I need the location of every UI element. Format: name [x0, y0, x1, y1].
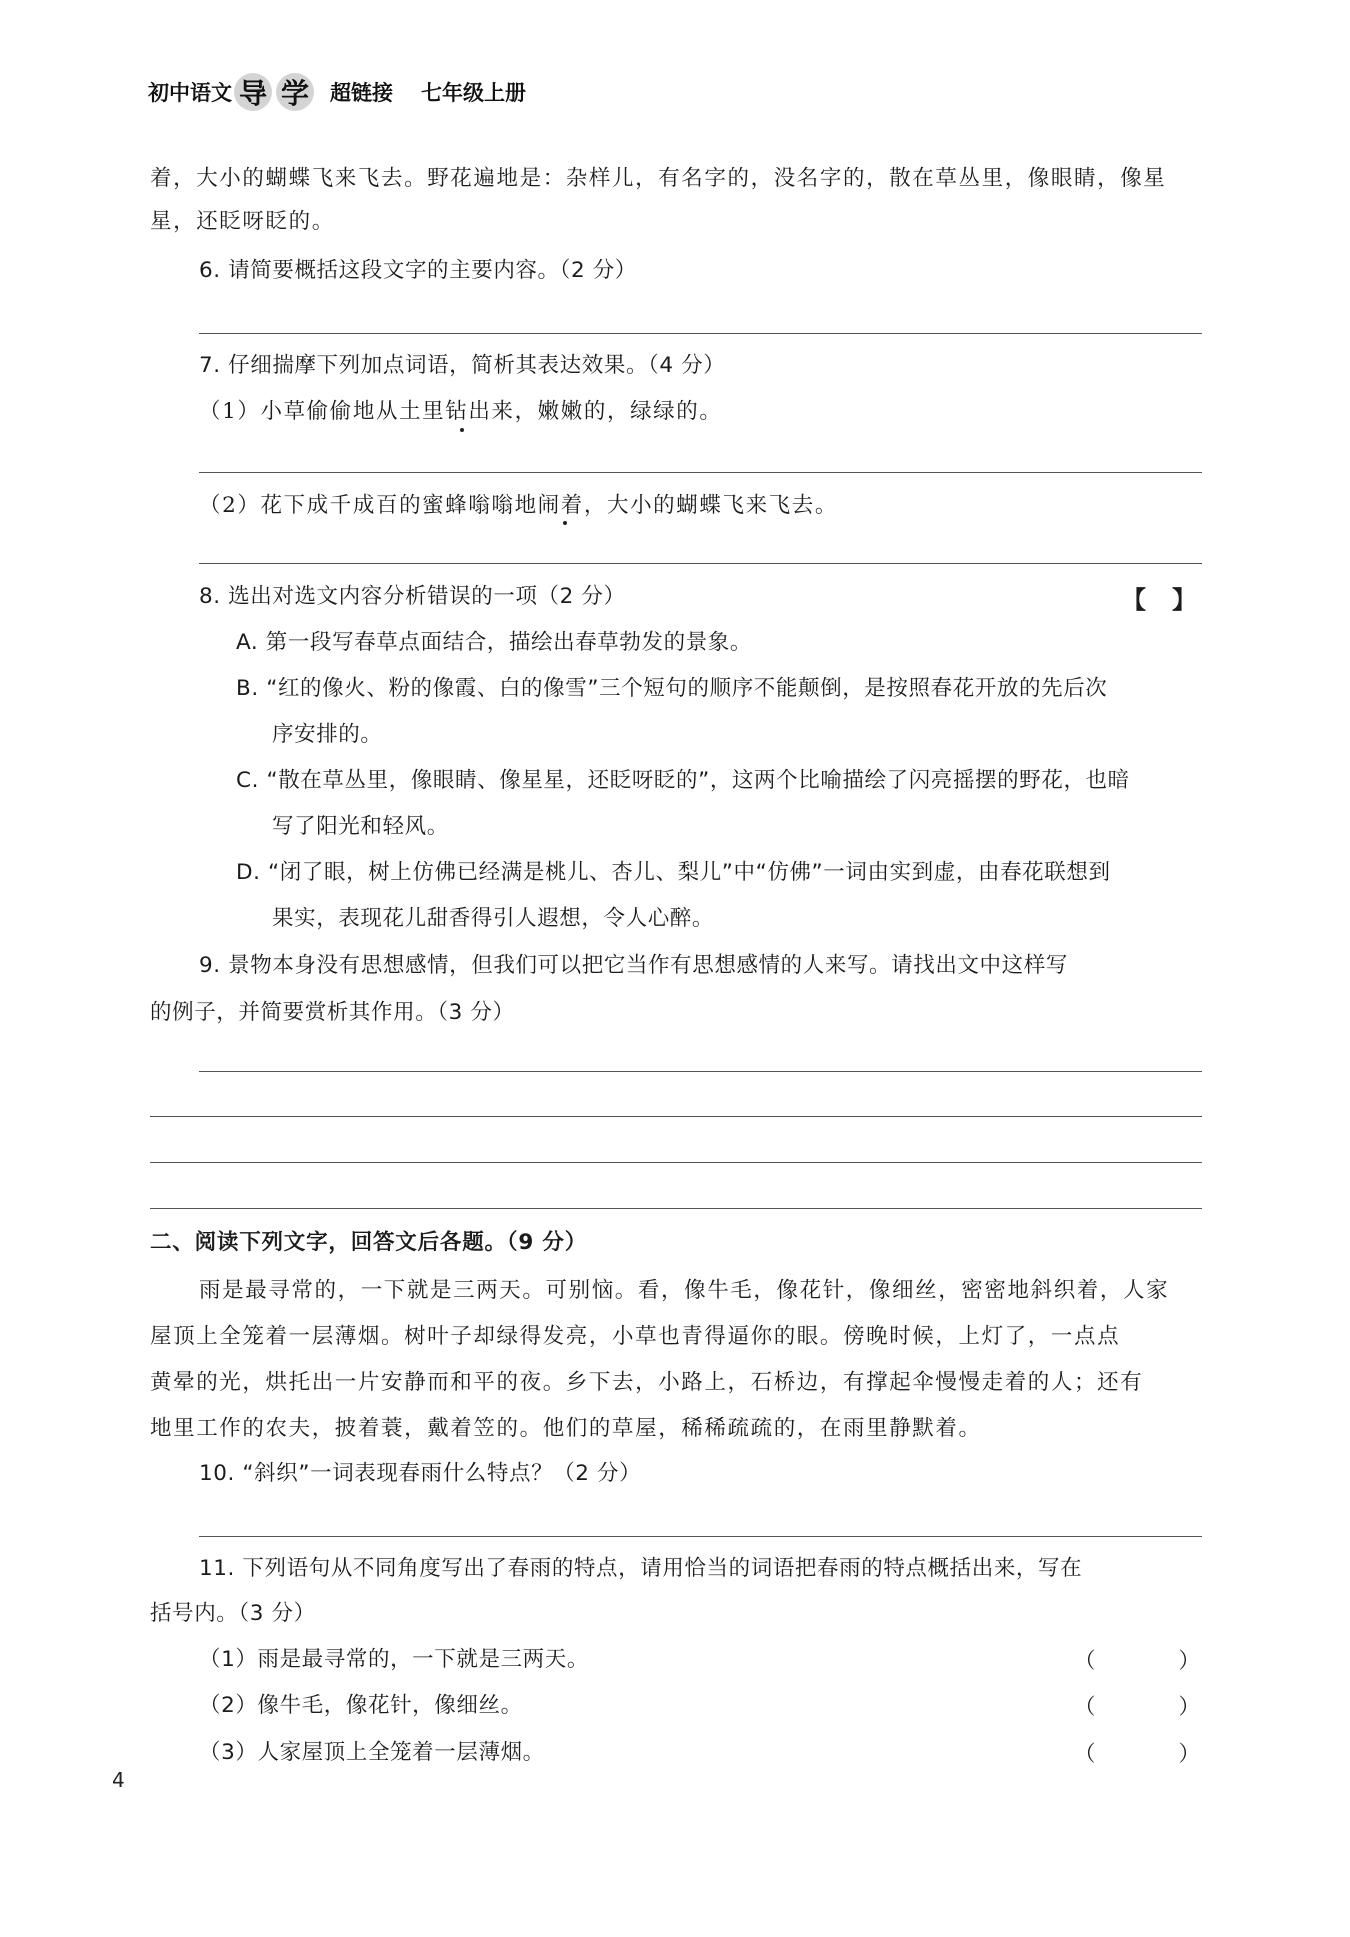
answer-line-q7-1[interactable] — [199, 472, 1202, 473]
question-11-line2: 括号内。（3 分） — [150, 1601, 316, 1626]
answer-line-q6[interactable] — [199, 333, 1202, 334]
passage1-line2: 星，还眨呀眨的。 — [150, 209, 335, 234]
answer-paren-3[interactable] — [1074, 1737, 1200, 1768]
question-8: 8. 选出对选文内容分析错误的一项（2 分） — [199, 584, 626, 609]
option-d-line1: D. “闭了眼，树上仿佛已经满是桃儿、杏儿、梨儿”中“仿佛”一词由实到虚，由春花联想到 — [236, 860, 1111, 885]
passage1-line1: 着，大小的蝴蝶飞来飞去。野花遍地是：杂样儿，有名字的，没名字的，散在草丛里，像眼睛，像星 — [150, 166, 1167, 191]
emphasis-dot-2 — [563, 521, 567, 525]
option-c-line1: C. “散在草丛里，像眼睛、像星星，还眨呀眨的”，这两个比喻描绘了闪亮摇摆的野花，也暗 — [236, 768, 1130, 793]
page-number: 4 — [112, 1768, 125, 1792]
question-11-item3: （3）人家屋顶上全笼着一层薄烟。 — [199, 1740, 545, 1765]
page-header — [148, 68, 526, 116]
header-subject: 初中语文 — [148, 81, 232, 105]
emphasis-dot-1 — [460, 428, 464, 432]
answer-paren-2[interactable] — [1074, 1690, 1200, 1721]
question-10: 10. “斜织”一词表现春雨什么特点？（2 分） — [199, 1461, 642, 1486]
option-c-line2: 写了阳光和轻风。 — [272, 814, 449, 839]
paren-open: （ — [1074, 1649, 1096, 1674]
question-9-line1: 9. 景物本身没有思想感情，但我们可以把它当作有思想感情的人来写。请找出文中这样写 — [199, 953, 1068, 978]
bracket-right: 】 — [1172, 586, 1196, 614]
question-11-item1: （1）雨是最寻常的，一下就是三两天。 — [199, 1647, 589, 1672]
answer-line-q9-4[interactable] — [150, 1208, 1202, 1209]
header-char-dao: 导 — [234, 73, 272, 111]
answer-bracket-q8[interactable] — [1122, 580, 1196, 615]
answer-line-q10[interactable] — [199, 1536, 1202, 1537]
paren-open: （ — [1074, 1695, 1096, 1720]
passage2-line3: 黄晕的光，烘托出一片安静而和平的夜。乡下去，小路上，石桥边，有撑起伞慢慢走着的人；还有 — [150, 1370, 1144, 1395]
paren-open: （ — [1074, 1742, 1096, 1767]
paren-close: ） — [1178, 1649, 1200, 1674]
passage2-line2: 屋顶上全笼着一层薄烟。树叶子却绿得发亮，小草也青得逼你的眼。傍晚时候，上灯了，一点点 — [150, 1324, 1121, 1349]
question-9-line2: 的例子，并简要赏析其作用。（3 分） — [150, 1000, 515, 1025]
answer-line-q9-3[interactable] — [150, 1162, 1202, 1163]
option-b-line1: B. “红的像火、粉的像霞、白的像雪”三个短句的顺序不能颠倒，是按照春花开放的先后次 — [236, 676, 1108, 701]
header-char-xue: 学 — [276, 73, 314, 111]
header-series: 超链接 — [330, 81, 393, 105]
question-11-item2: （2）像牛毛，像花针，像细丝。 — [199, 1693, 523, 1718]
passage2-line1: 雨是最寻常的，一下就是三两天。可别恼。看，像牛毛，像花针，像细丝，密密地斜织着，人家 — [199, 1278, 1170, 1303]
option-d-line2: 果实，表现花儿甜香得引人遐想，令人心醉。 — [272, 906, 715, 931]
bracket-left: 【 — [1122, 586, 1146, 614]
answer-line-q7-2[interactable] — [199, 563, 1202, 564]
question-7: 7. 仔细揣摩下列加点词语，简析其表达效果。（4 分） — [199, 353, 726, 378]
paren-close: ） — [1178, 1695, 1200, 1720]
answer-paren-1[interactable] — [1074, 1644, 1200, 1675]
section-2-title: 二、阅读下列文字，回答文后各题。（9 分） — [150, 1230, 587, 1255]
question-7-item2: （2）花下成千成百的蜜蜂嗡嗡地闹着，大小的蝴蝶飞来飞去。 — [199, 493, 838, 518]
question-11-line1: 11. 下列语句从不同角度写出了春雨的特点，请用恰当的词语把春雨的特点概括出来，写在 — [199, 1556, 1083, 1581]
header-grade: 七年级上册 — [421, 81, 526, 105]
question-6: 6. 请简要概括这段文字的主要内容。（2 分） — [199, 258, 637, 283]
option-b-line2: 序安排的。 — [272, 722, 383, 747]
passage2-line4: 地里工作的农夫，披着蓑，戴着笠的。他们的草屋，稀稀疏疏的，在雨里静默着。 — [150, 1416, 982, 1441]
answer-line-q9-1[interactable] — [199, 1071, 1202, 1072]
paren-close: ） — [1178, 1742, 1200, 1767]
question-7-item1: （1）小草偷偷地从土里钻出来，嫩嫩的，绿绿的。 — [199, 399, 723, 424]
answer-line-q9-2[interactable] — [150, 1116, 1202, 1117]
option-a: A. 第一段写春草点面结合，描绘出春草勃发的景象。 — [236, 630, 753, 655]
